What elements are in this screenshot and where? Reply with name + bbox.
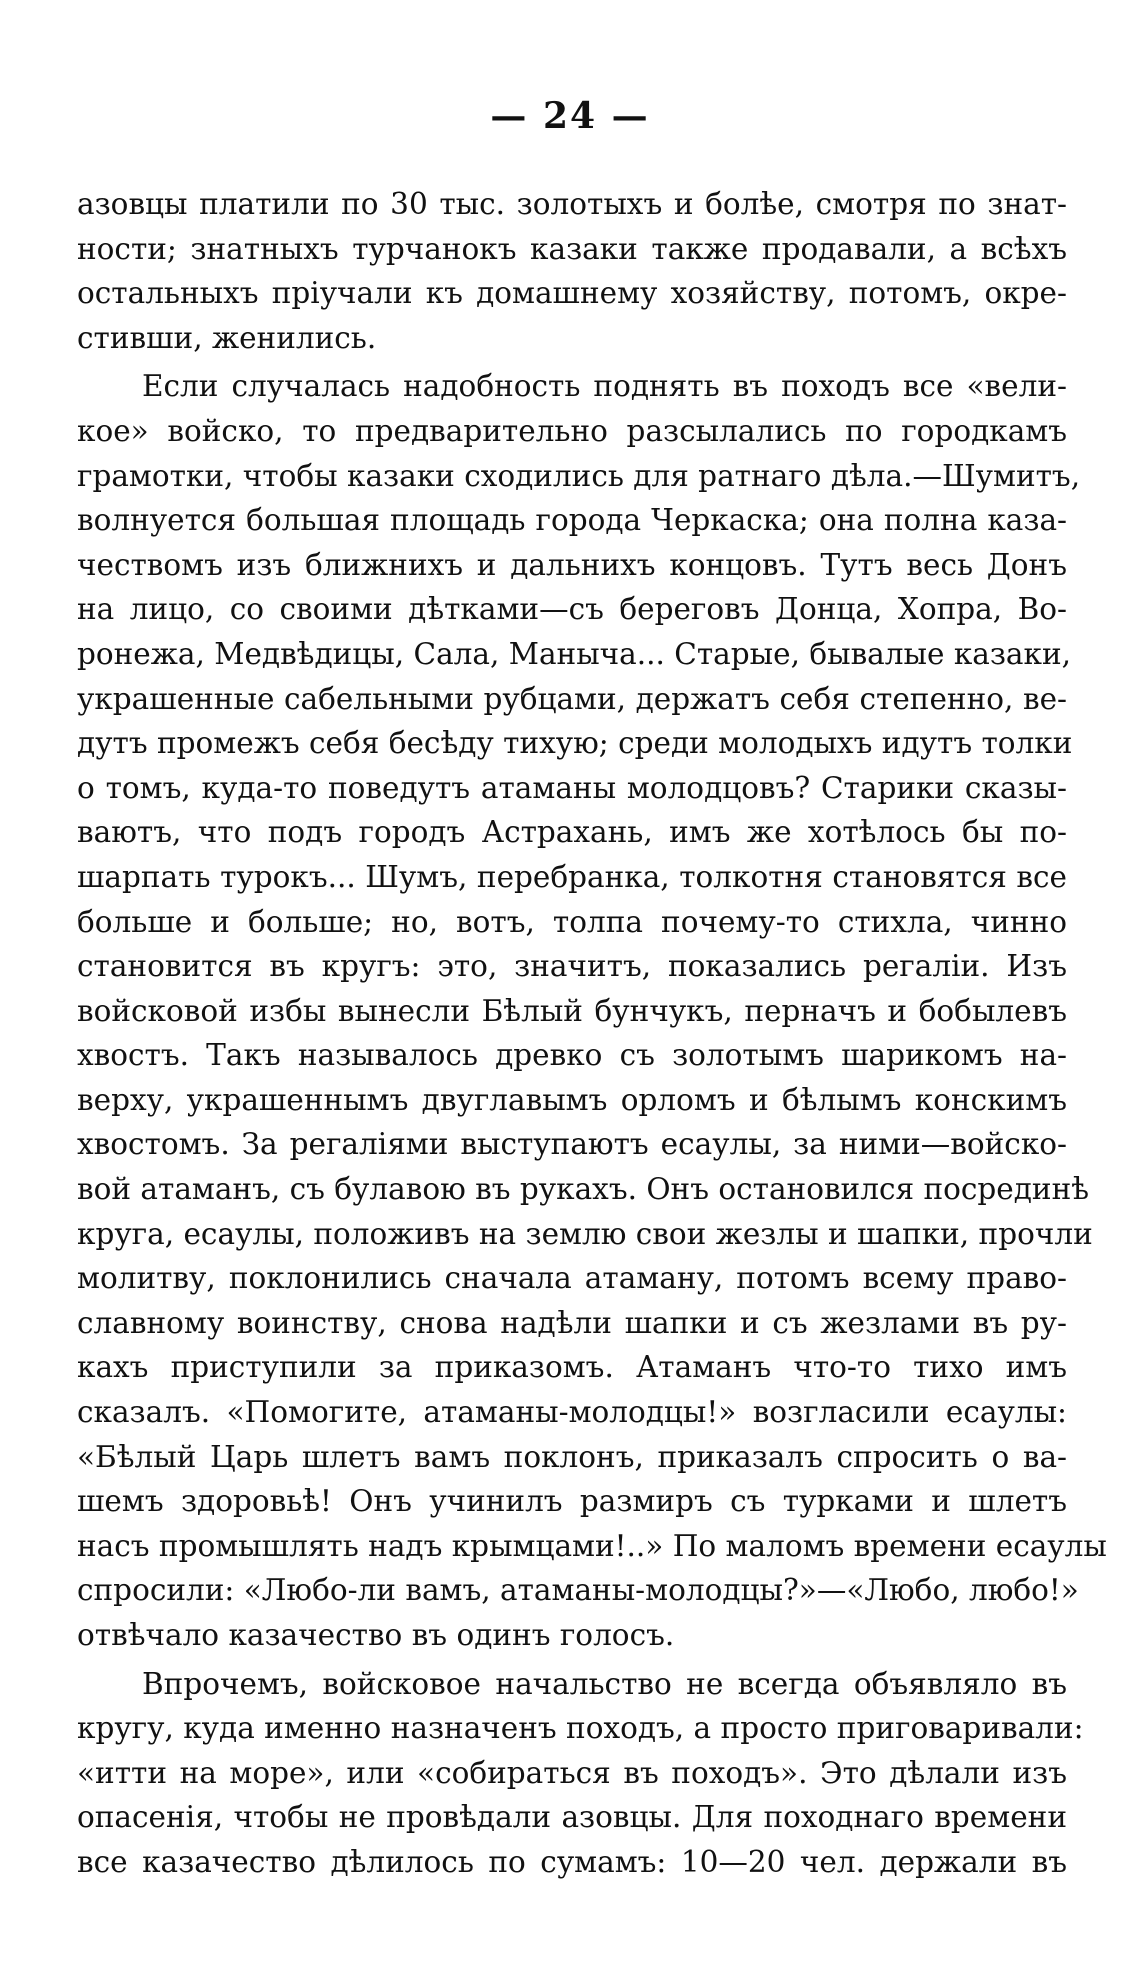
text-line: кахъ приступили за приказомъ. Атаманъ что-то тихо имъ — [77, 1350, 1067, 1385]
text-line: «Бѣлый Царь шлетъ вамъ поклонъ, приказалъ спросить о ва- — [77, 1439, 1067, 1474]
text-line: ронежа, Медвѣдицы, Сала, Маныча... Старые, бывалые казаки, — [77, 636, 1071, 671]
text-line: Впрочемъ, войсковое начальство не всегда объявляло въ — [142, 1666, 1067, 1701]
text-line: дутъ промежъ себя бесѣду тихую; среди молодыхъ идутъ толки — [77, 726, 1073, 761]
text-line: стивши, женились. — [77, 320, 377, 355]
text-line: верху, украшеннымъ двуглавымъ орломъ и бѣлымъ конскимъ — [77, 1082, 1067, 1117]
text-line: все казачество дѣлилось по сумамъ: 10—20 чел. держали въ — [77, 1844, 1067, 1879]
text-line: молитву, поклонились сначала атаману, потомъ всему право- — [77, 1261, 1067, 1296]
text-line: волнуется большая площадь города Черкаска; она полна каза- — [77, 503, 1067, 538]
text-line: славному воинству, снова надѣли шапки и съ жезлами въ ру- — [77, 1305, 1067, 1340]
text-line: украшенные сабельными рубцами, держатъ себя степенно, ве- — [77, 681, 1067, 716]
text-line: шарпать турокъ... Шумъ, перебранка, толкотня становятся все — [77, 859, 1067, 894]
text-line: вой атаманъ, съ булавою въ рукахъ. Онъ остановился посрединѣ — [77, 1172, 1090, 1207]
text-line: насъ промышлять надъ крымцами!..» По маломъ времени есаулы — [77, 1528, 1107, 1563]
text-line: хвостъ. Такъ называлось древко съ золотымъ шарикомъ на- — [77, 1038, 1067, 1073]
text-line: кое» войско, то предварительно разсылались по городкамъ — [77, 413, 1067, 448]
text-line: хвостомъ. За регаліями выступаютъ есаулы, за ними—войско- — [77, 1127, 1067, 1162]
text-line: отвѣчало казачество въ одинъ голосъ. — [77, 1618, 675, 1652]
text-line: сказалъ. «Помогите, атаманы-молодцы!» возгласили есаулы: — [77, 1395, 1067, 1430]
text-line: «итти на море», или «собираться въ походъ». Это дѣлали изъ — [77, 1755, 1067, 1790]
text-line: о томъ, куда-то поведутъ атаманы молодцовъ? Старики сказы- — [77, 770, 1067, 805]
text-line: азовцы платили по 30 тыс. золотыхъ и болѣе, смотря по знат- — [77, 187, 1067, 221]
body-text — [77, 182, 1107, 1885]
text-line: круга, есаулы, положивъ на землю свои жезлы и шапки, прочли — [77, 1216, 1093, 1251]
text-line: шемъ здоровьѣ! Онъ учинилъ размиръ съ турками и шлетъ — [77, 1484, 1067, 1519]
text-line: больше и больше; но, вотъ, толпа почему-то стихла, чинно — [77, 904, 1067, 939]
page-number: — 24 — — [490, 95, 650, 137]
text-line: спросили: «Любо-ли вамъ, атаманы-молодцы?»—«Любо, любо!» — [77, 1573, 1079, 1608]
text-line: ваютъ, что подъ городъ Астрахань, имъ же хотѣлось бы по- — [77, 815, 1067, 850]
text-line: на лицо, со своими дѣтками—съ береговъ Донца, Хопра, Во- — [77, 592, 1067, 627]
text-line: остальныхъ пріучали къ домашнему хозяйству, потомъ, окре- — [77, 276, 1067, 311]
text-line: кругу, куда именно назначенъ походъ, а просто приговаривали: — [77, 1711, 1084, 1746]
text-line: опасенія, чтобы не провѣдали азовцы. Для походнаго времени — [77, 1800, 1067, 1835]
text-line: становится въ кругъ: это, значитъ, показались регаліи. Изъ — [77, 949, 1067, 984]
text-line: Если случалась надобность поднять въ походъ все «вели- — [142, 369, 1067, 404]
text-line: чествомъ изъ ближнихъ и дальнихъ концовъ. Тутъ весь Донъ — [77, 547, 1067, 582]
text-line: грамотки, чтобы казаки сходились для ратнаго дѣла.—Шумитъ, — [77, 458, 1081, 493]
text-line: ности; знатныхъ турчанокъ казаки также продавали, а всѣхъ — [77, 231, 1067, 266]
text-line: войсковой избы вынесли Бѣлый бунчукъ, перначъ и бобылевъ — [77, 993, 1067, 1028]
